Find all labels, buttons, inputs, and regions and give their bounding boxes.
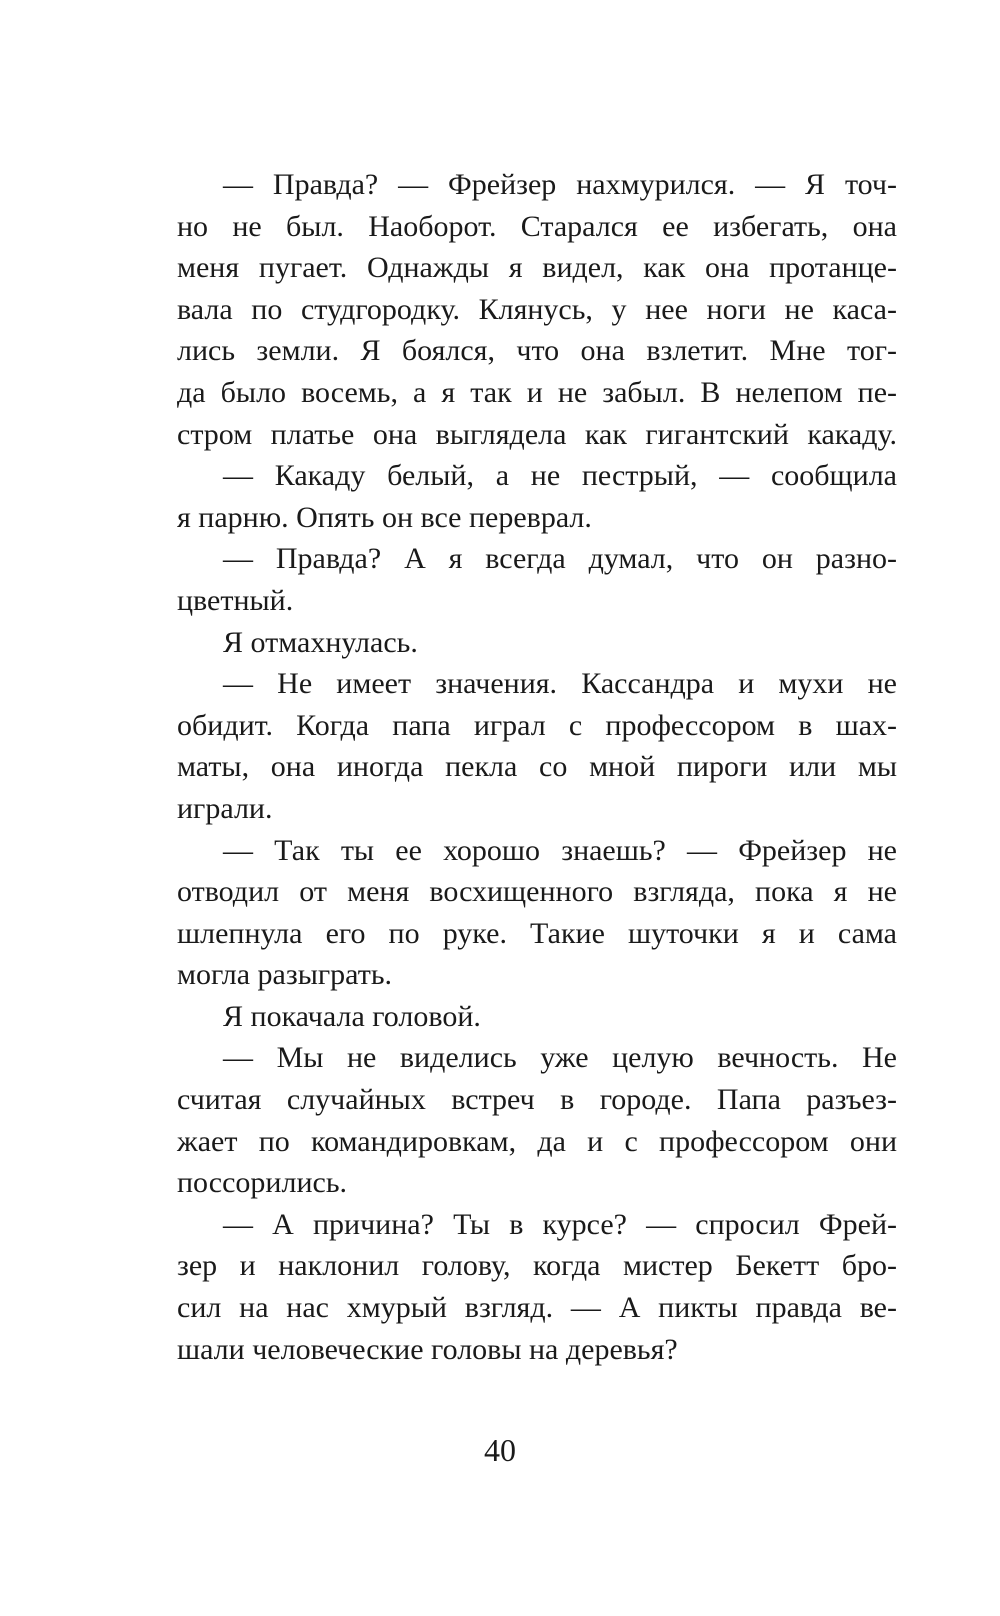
text-line: поссорились.	[177, 1166, 348, 1200]
text-line: стром платье она выглядела как гигантский какаду.	[177, 417, 897, 451]
text-line: обидит. Когда папа играл с профессором в шах-	[177, 708, 897, 742]
body-text	[177, 164, 897, 1370]
text-line: зер и наклонил голову, когда мистер Бекетт бро-	[177, 1249, 897, 1283]
page-number: 40	[484, 1432, 516, 1468]
text-line: сил на нас хмурый взгляд. — А пикты правда ве-	[177, 1291, 897, 1325]
text-line: — Правда? А я всегда думал, что он разно-	[223, 542, 897, 576]
text-line: — А причина? Ты в курсе? — спросил Фрей-	[223, 1207, 897, 1241]
text-line: могла разыграть.	[177, 958, 393, 992]
text-line: но не был. Наоборот. Старался ее избегать, она	[177, 209, 897, 243]
text-line: шали человеческие головы на деревья?	[177, 1332, 678, 1366]
text-line: лись земли. Я боялся, что она взлетит. Мне тог-	[177, 334, 897, 368]
text-line: да было восемь, а я так и не забыл. В нелепом пе-	[177, 375, 897, 409]
text-line: играли.	[177, 791, 273, 825]
text-line: маты, она иногда пекла со мной пироги или мы	[177, 750, 897, 784]
text-line: Я отмахнулась.	[223, 625, 418, 659]
text-line: — Не имеет значения. Кассандра и мухи не	[223, 667, 897, 701]
text-line: жает по командировкам, да и с профессором они	[177, 1124, 897, 1158]
text-line: — Мы не виделись уже целую вечность. Не	[223, 1041, 897, 1075]
text-line: шлепнула его по руке. Такие шуточки я и сама	[177, 916, 897, 950]
text-line: я парню. Опять он все переврал.	[177, 500, 592, 534]
text-line: — Правда? — Фрейзер нахмурился. — Я точ-	[223, 168, 897, 201]
text-line: — Какаду белый, а не пестрый, — сообщила	[223, 459, 897, 493]
text-line: меня пугает. Однажды я видел, как она протанце-	[177, 251, 897, 285]
text-line: Я покачала головой.	[223, 999, 481, 1033]
text-line: цветный.	[177, 583, 294, 617]
text-line: — Так ты ее хорошо знаешь? — Фрейзер не	[223, 833, 897, 867]
text-line: считая случайных встреч в городе. Папа разъез-	[177, 1083, 897, 1117]
text-line: отводил от меня восхищенного взгляда, пока я не	[177, 875, 897, 909]
text-line: вала по студгородку. Клянусь, у нее ноги не каса-	[177, 292, 897, 326]
